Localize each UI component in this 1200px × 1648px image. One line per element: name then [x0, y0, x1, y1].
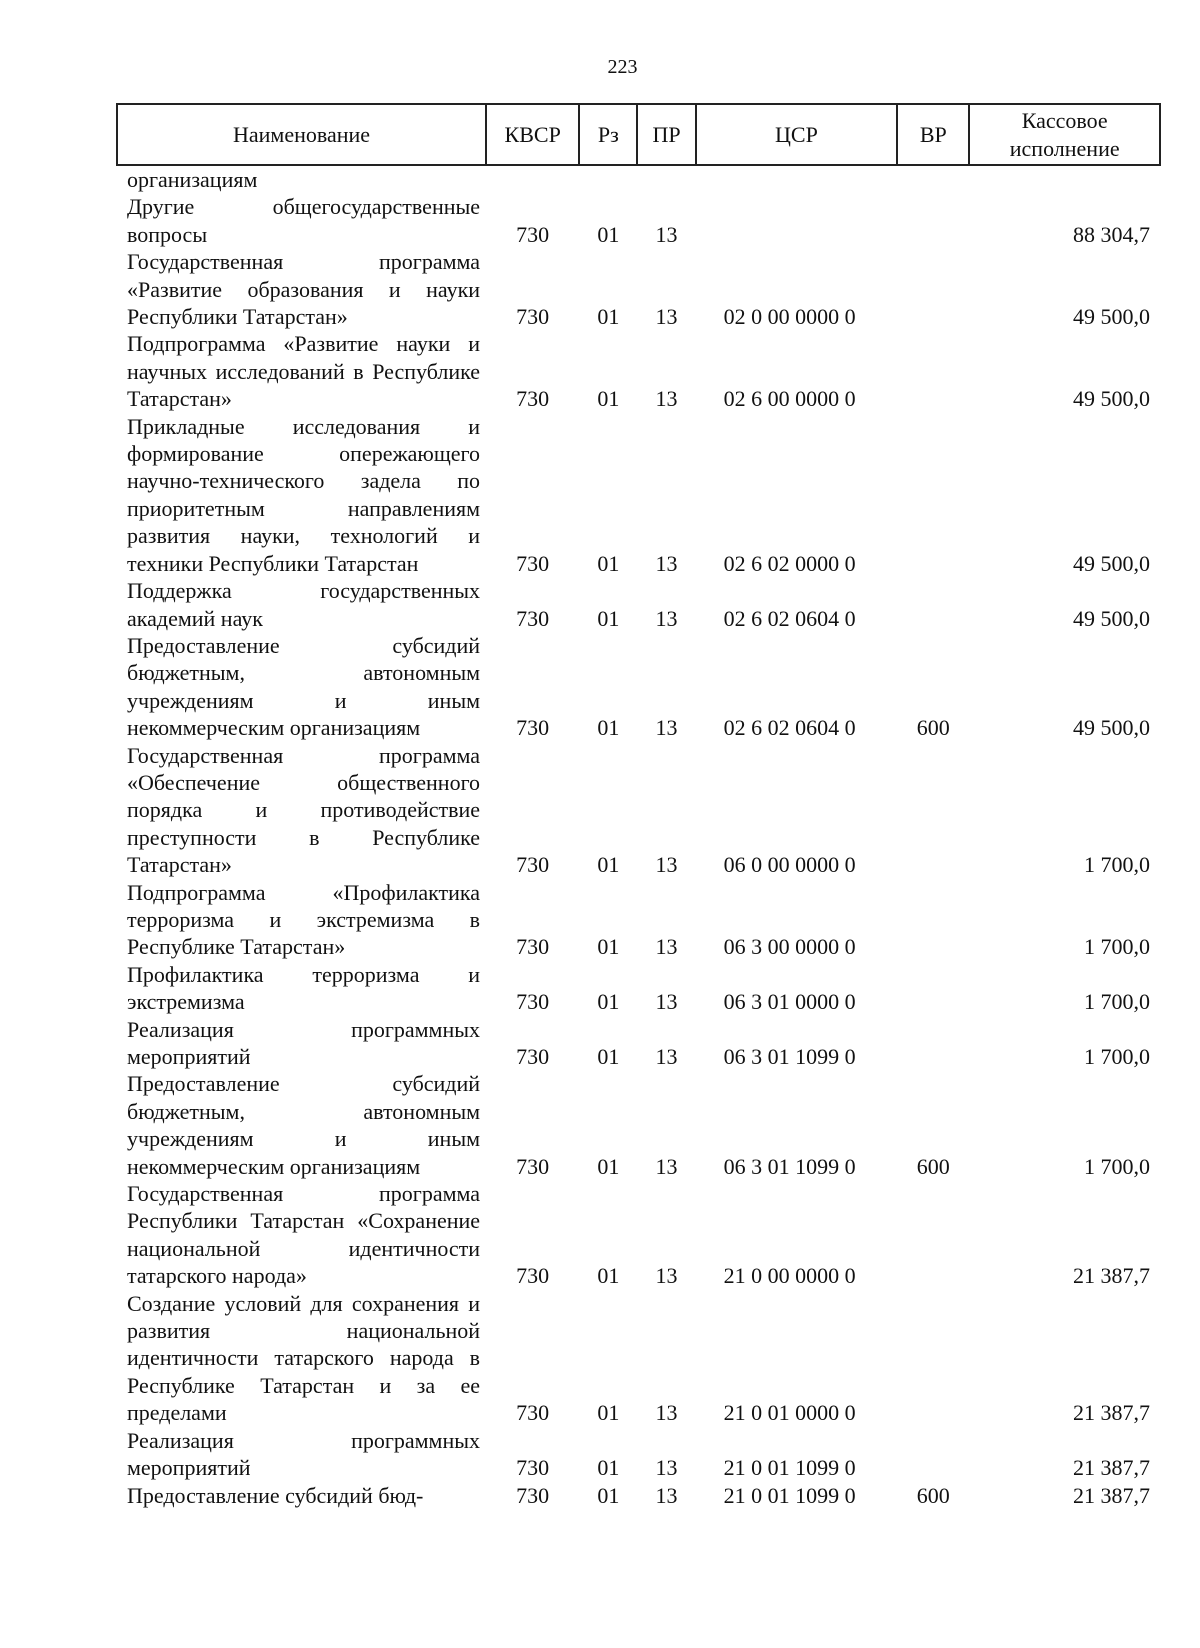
table-row: [117, 1180, 1160, 1290]
cell-csr: 06 0 00 0000 0: [723, 852, 856, 878]
header-sum-line2: исполнение: [1009, 135, 1120, 161]
cell-pr: [637, 165, 695, 193]
cell-csr: 02 0 00 0000 0: [723, 304, 856, 330]
cell-vr: [897, 1427, 969, 1482]
cell-csr: 06 3 00 0000 0: [723, 934, 856, 960]
table-row: [117, 165, 1160, 193]
cell-vr: [897, 742, 969, 879]
cell-rz: 01: [597, 1263, 620, 1289]
cell-sum: 49 500,0: [1073, 304, 1150, 330]
cell-pr: 13: [655, 715, 678, 741]
table-row: [117, 879, 1160, 961]
table-row: [117, 413, 1160, 577]
cell-sum: 49 500,0: [1073, 605, 1150, 631]
cell-rz: 01: [597, 1455, 620, 1481]
cell-name: Предоставление субсидий бюд-: [127, 1482, 424, 1508]
table-row: [117, 961, 1160, 1016]
cell-vr: [897, 1016, 969, 1071]
cell-csr: 02 6 02 0604 0: [723, 715, 856, 741]
cell-csr: 02 6 02 0000 0: [723, 550, 856, 576]
cell-pr: 13: [655, 934, 678, 960]
cell-rz: 01: [597, 715, 620, 741]
header-rz: Рз: [579, 104, 637, 165]
cell-rz: [579, 165, 637, 193]
cell-rz: 01: [597, 1400, 620, 1426]
cell-pr: 13: [655, 1455, 678, 1481]
cell-csr: 06 3 01 0000 0: [723, 989, 856, 1015]
cell-vr: [897, 1290, 969, 1427]
header-csr: ЦСР: [696, 104, 898, 165]
cell-vr: [897, 879, 969, 961]
cell-csr: 06 3 01 1099 0: [723, 1153, 856, 1179]
cell-kvsr: 730: [516, 1263, 550, 1289]
cell-sum: 1 700,0: [1084, 989, 1150, 1015]
table-row: [117, 577, 1160, 632]
cell-kvsr: 730: [516, 304, 550, 330]
cell-pr: 13: [655, 386, 678, 412]
cell-vr: [897, 165, 969, 193]
cell-sum: 1 700,0: [1084, 934, 1150, 960]
cell-kvsr: 730: [516, 852, 550, 878]
cell-rz: 01: [597, 304, 620, 330]
cell-sum: 1 700,0: [1084, 852, 1150, 878]
table-row: [117, 330, 1160, 412]
cell-name: Государственная программа «Развитие образования и науки Республики Татарстан»: [127, 249, 481, 330]
cell-kvsr: [486, 165, 579, 193]
table-row: [117, 1427, 1160, 1482]
cell-pr: 13: [655, 550, 678, 576]
cell-rz: 01: [597, 852, 620, 878]
cell-vr: 600: [916, 1153, 950, 1179]
cell-name: Государственная программа Республики Татарстан «Сохранение национальной идентичности татарского народа»: [127, 1181, 481, 1289]
header-sum-line1: Кассовое: [1021, 107, 1108, 133]
cell-vr: [897, 1180, 969, 1290]
cell-name: Предоставление субсидий бюджетным, автономным учреждениям и иным некоммерческим организациям: [127, 1071, 481, 1179]
cell-name: Государственная программа «Обеспечение общественного порядка и противодействие преступности в Республике Татарстан»: [127, 742, 481, 878]
cell-rz: 01: [597, 1153, 620, 1179]
cell-kvsr: 730: [516, 715, 550, 741]
cell-name: Профилактика терроризма и экстремизма: [127, 961, 481, 1015]
cell-kvsr: 730: [516, 550, 550, 576]
cell-name: Прикладные исследования и формирование опережающего научно-технического задела по приоритетным направлениям развития науки, технологий и техники Республики Татарстан: [127, 413, 481, 576]
cell-rz: 01: [597, 1044, 620, 1069]
header-name: Наименование: [117, 104, 486, 165]
cell-csr: 21 0 01 1099 0: [723, 1455, 856, 1481]
cell-name: Поддержка государственных академий наук: [127, 578, 481, 631]
cell-rz: 01: [597, 386, 620, 412]
header-pr: ПР: [637, 104, 695, 165]
cell-pr: 13: [655, 1263, 678, 1289]
cell-rz: 01: [597, 221, 620, 247]
cell-csr: [696, 165, 898, 193]
cell-name: организациям: [127, 167, 258, 192]
cell-name: Другие общегосударственные вопросы: [127, 194, 481, 247]
cell-vr: 600: [916, 715, 950, 741]
cell-csr: [696, 193, 898, 248]
table-row: [117, 193, 1160, 248]
table-row: [117, 248, 1160, 330]
header-vr: ВР: [897, 104, 969, 165]
table-row: [117, 742, 1160, 879]
cell-sum: 49 500,0: [1073, 715, 1150, 741]
cell-rz: 01: [597, 550, 620, 576]
cell-csr: 06 3 01 1099 0: [723, 1044, 856, 1069]
cell-kvsr: 730: [516, 989, 550, 1015]
cell-pr: 13: [655, 304, 678, 330]
cell-kvsr: 730: [516, 1482, 550, 1508]
cell-sum: 21 387,7: [1073, 1263, 1150, 1289]
cell-rz: 01: [597, 934, 620, 960]
page-number: 223: [607, 56, 638, 78]
cell-kvsr: 730: [516, 1455, 550, 1481]
cell-kvsr: 730: [516, 1153, 550, 1179]
table-header-row: [117, 104, 1160, 165]
cell-csr: 21 0 01 1099 0: [723, 1482, 856, 1508]
budget-table: [116, 103, 1161, 1509]
cell-sum: [969, 165, 1160, 193]
cell-pr: 13: [655, 1153, 678, 1179]
cell-pr: 13: [655, 221, 678, 247]
cell-csr: 02 6 02 0604 0: [723, 605, 856, 631]
cell-kvsr: 730: [516, 1400, 550, 1426]
cell-vr: [897, 961, 969, 1016]
cell-vr: 600: [916, 1482, 950, 1508]
cell-name: Реализация программных мероприятий: [127, 1427, 481, 1481]
cell-name: Создание условий для сохранения и развития национальной идентичности татарского народа в Республике Татарстан и за ее пределами: [127, 1290, 481, 1426]
cell-vr: [897, 248, 969, 330]
cell-sum: 21 387,7: [1073, 1400, 1150, 1426]
cell-name: Предоставление субсидий бюджетным, автономным учреждениям и иным некоммерческим организациям: [127, 632, 481, 741]
cell-kvsr: 730: [516, 1044, 550, 1069]
cell-pr: 13: [655, 605, 678, 631]
header-kvsr: КВСР: [486, 104, 579, 165]
cell-kvsr: 730: [516, 221, 550, 247]
cell-sum: 88 304,7: [1073, 221, 1150, 247]
table-body: [117, 165, 1160, 1509]
cell-pr: 13: [655, 1400, 678, 1426]
cell-rz: 01: [597, 1482, 620, 1508]
cell-csr: 21 0 00 0000 0: [723, 1263, 856, 1289]
cell-sum: 21 387,7: [1073, 1455, 1150, 1481]
cell-pr: 13: [655, 989, 678, 1015]
cell-rz: 01: [597, 605, 620, 631]
cell-sum: 1 700,0: [1084, 1044, 1150, 1069]
cell-name: Подпрограмма «Развитие науки и научных исследований в Республике Татарстан»: [127, 331, 481, 412]
cell-vr: [897, 193, 969, 248]
cell-rz: 01: [597, 989, 620, 1015]
cell-sum: 21 387,7: [1073, 1482, 1150, 1508]
table-row: [117, 1290, 1160, 1427]
cell-sum: 1 700,0: [1084, 1153, 1150, 1179]
cell-pr: 13: [655, 852, 678, 878]
cell-sum: 49 500,0: [1073, 550, 1150, 576]
table-row: [117, 1482, 1160, 1509]
table-row: [117, 1070, 1160, 1180]
cell-vr: [897, 413, 969, 577]
table-row: [117, 632, 1160, 742]
cell-csr: 02 6 00 0000 0: [723, 386, 856, 412]
cell-pr: 13: [655, 1482, 678, 1508]
header-sum: [969, 104, 1160, 165]
cell-name: Подпрограмма «Профилактика терроризма и экстремизма в Республике Татарстан»: [127, 879, 481, 960]
table-row: [117, 1016, 1160, 1071]
cell-kvsr: 730: [516, 386, 550, 412]
cell-pr: 13: [655, 1044, 678, 1069]
cell-csr: 21 0 01 0000 0: [723, 1400, 856, 1426]
cell-kvsr: 730: [516, 605, 550, 631]
cell-name: Реализация программных мероприятий: [127, 1016, 481, 1069]
cell-sum: 49 500,0: [1073, 386, 1150, 412]
cell-vr: [897, 330, 969, 412]
cell-kvsr: 730: [516, 934, 550, 960]
cell-vr: [897, 577, 969, 632]
